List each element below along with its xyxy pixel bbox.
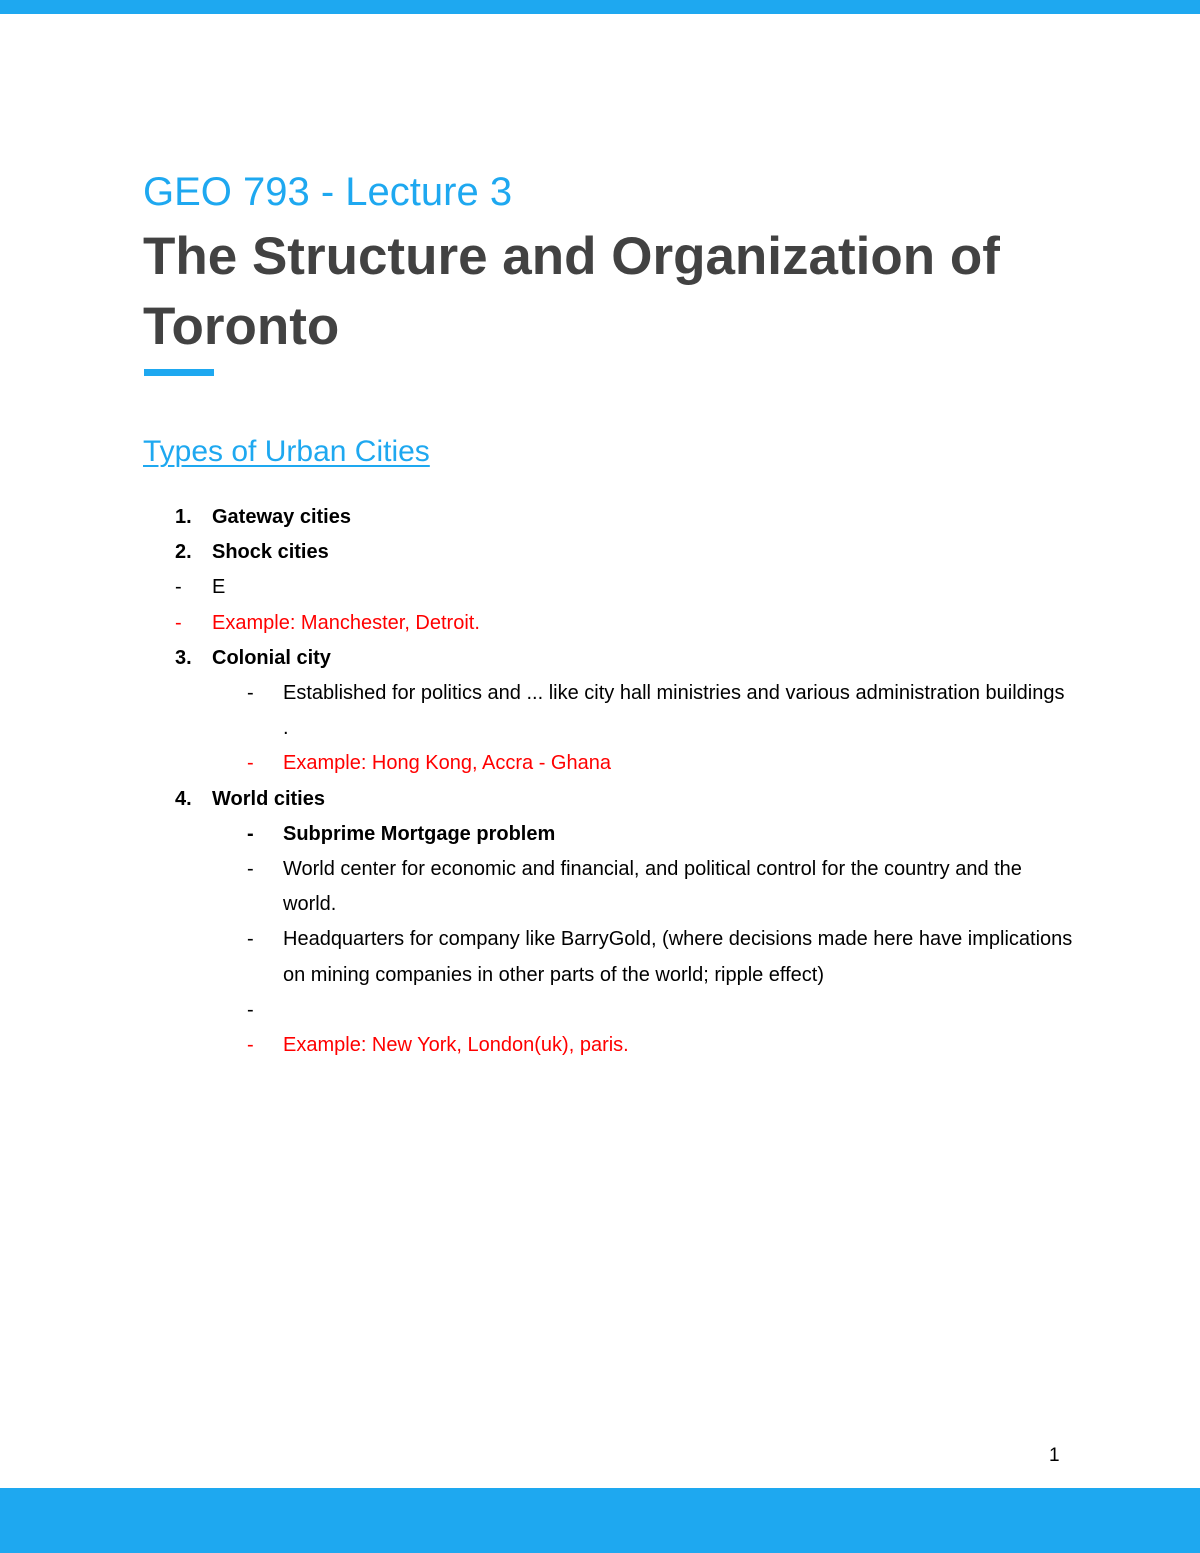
list-item-text: Example: Hong Kong, Accra - Ghana — [283, 752, 611, 775]
bullet-list-item — [143, 817, 1073, 852]
bottom-accent-bar — [0, 1488, 1200, 1553]
list-marker: - — [175, 611, 182, 634]
bullet-list-item — [143, 606, 1073, 641]
list-marker: 3. — [175, 646, 192, 669]
bullet-list-item — [143, 922, 1073, 992]
list-item-text: World cities — [212, 787, 325, 810]
list-marker: - — [247, 928, 254, 951]
list-item-text: Established for politics and ... like city hall ministries and various administration buildings . — [283, 682, 1065, 740]
list-marker: - — [247, 682, 254, 705]
list-item-text: Colonial city — [212, 646, 331, 669]
list-item-text: Example: New York, London(uk), paris. — [283, 1034, 629, 1057]
city-types-list — [143, 500, 1073, 1063]
list-marker: - — [247, 752, 254, 775]
list-marker: - — [247, 998, 254, 1021]
bullet-list-item — [143, 993, 1073, 1028]
section-heading: Types of Urban Cities — [143, 435, 430, 468]
list-item-text: Gateway cities — [212, 506, 351, 528]
bullet-list-item — [143, 746, 1073, 781]
list-item-text: E — [212, 576, 226, 599]
list-marker: 4. — [175, 787, 192, 810]
list-item-text: World center for economic and financial, and political control for the country and the world. — [283, 858, 1022, 916]
document-subtitle: GEO 793 - Lecture 3 — [143, 170, 513, 214]
numbered-list-item — [143, 500, 1073, 535]
numbered-list-item — [143, 782, 1073, 817]
bullet-list-item — [143, 676, 1073, 746]
bullet-list-item — [143, 570, 1073, 605]
list-marker: - — [247, 822, 254, 845]
numbered-list-item — [143, 641, 1073, 676]
list-marker: 1. — [175, 506, 192, 528]
list-marker: 2. — [175, 541, 192, 564]
list-marker: - — [247, 1034, 254, 1057]
bullet-list-item — [143, 852, 1073, 922]
bullet-list-item — [143, 1028, 1073, 1063]
list-item-text: Example: Manchester, Detroit. — [212, 611, 480, 634]
list-item-text: Subprime Mortgage problem — [283, 822, 556, 845]
document-title: The Structure and Organization of Toronto — [143, 227, 1000, 356]
numbered-list-item — [143, 535, 1073, 570]
list-item-text: Shock cities — [212, 541, 329, 564]
top-accent-bar — [0, 0, 1200, 14]
list-marker: - — [247, 858, 254, 881]
list-marker: - — [175, 576, 182, 599]
title-accent-rule — [144, 369, 214, 376]
list-item-text: Headquarters for company like BarryGold, (where decisions made here have implications on mining companies in other parts of the world; ripple effect) — [283, 928, 1073, 986]
page-number: 1 — [1049, 1445, 1060, 1466]
